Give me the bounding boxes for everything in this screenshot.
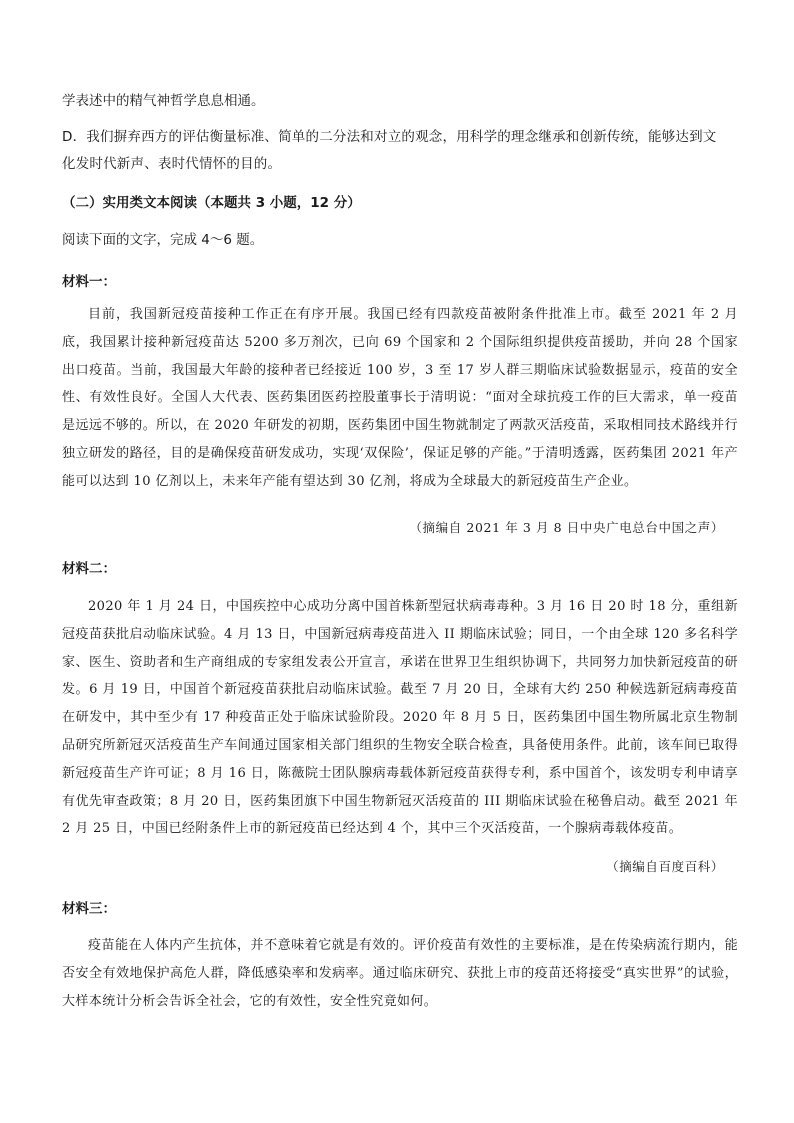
- material-1-body: 目前，我国新冠疫苗接种工作正在有序开展。我国已经有四款疫苗被附条件批准上市。截至 2021 年 2 月底，我国累计接种新冠疫苗达 5200 多万剂次，已向 69 个国家和 2 个国际组织提供疫苗援助，并向 28 个国家出口疫苗。当前，我国最大年龄的接种者已经接近 100 岁，3 至 17 岁人群三期临床试验数据显示，疫苗的安全性、有效性良好。全国人大代表、医药集团医药控股董事长于清明说：“面对全球抗疫工作的巨大需求，单一疫苗是远远不够的。所以，在 2020 年研发的初期，医药集团中国生物就制定了两款灭活疫苗，采取相同技术路线并行独立研发的路径，目的是确保疫苗研发成功，实现‘双保险’，保证足够的产能。”于清明透露，医药集团 2021 年产能可以达到 10 亿剂以上，未来年产能有望达到 30 亿剂，将成为全球最大的新冠疫苗生产企业。: [62, 307, 738, 489]
- reading-instruction: 阅读下面的文字，完成 4～6 题。: [62, 232, 264, 248]
- option-d-line-1: D．我们摒弃西方的评估衡量标准、简单的二分法和对立的观念，用科学的理念继承和创新传统，能够达到文: [62, 129, 717, 145]
- option-d: [62, 124, 738, 178]
- material-2-source: （摘编自百度百科）: [606, 859, 724, 874]
- material-1-source: （摘编自 2021 年 3 月 8 日中央广电总台中国之声）: [409, 520, 724, 535]
- material-3-heading: 材料三：: [62, 901, 116, 917]
- continuation-text: 学表述中的精气神哲学息息相通。: [62, 93, 265, 109]
- material-2-body: 2020 年 1 月 24 日，中国疾控中心成功分离中国首株新型冠状病毒毒种。3 月 16 日 20 时 18 分，重组新冠疫苗获批启动临床试验。4 月 13 日，中国新冠病毒疫苗进入 II 期临床试验；同日，一个由全球 120 多名科学家、医生、资助者和生产商组成的专家组发表公开宣言，承诺在世界卫生组织协调下，共同努力加快新冠疫苗的研发。6 月 19 日，中国首个新冠疫苗获批启动临床试验。截至 7 月 20 日，全球有大约 250 种候选新冠病毒疫苗在研发中，其中至少有 17 种疫苗正处于临床试验阶段。2020 年 8 月 5 日，医药集团中国生物所属北京生物制品研究所新冠灭活疫苗生产车间通过国家相关部门组织的生物安全联合检查，具备使用条件。此前，该车间已取得新冠疫苗生产许可证；8 月 16 日，陈薇院士团队腺病毒载体新冠疫苗获得专利，系中国首个，该发明专利申请享有优先审查政策；8 月 20 日，医药集团旗下中国生物新冠灭活疫苗的 III 期临床试验在秘鲁启动。截至 2021 年 2 月 25 日，中国已经附条件上市的新冠疫苗已经达到 4 个，其中三个灭活疫苗，一个腺病毒载体疫苗。: [62, 599, 738, 837]
- section-title: （二）实用类文本阅读（本题共 3 小题，12 分）: [62, 195, 361, 211]
- material-2-heading: 材料二：: [62, 561, 116, 577]
- option-d-line-2: 化发时代新声、表时代情怀的目的。: [62, 156, 282, 172]
- material-1-heading: 材料一：: [62, 274, 116, 290]
- material-3-body: 疫苗能在人体内产生抗体，并不意味着它就是有效的。评价疫苗有效性的主要标准，是在传染病流行期内，能否安全有效地保护高危人群，降低感染率和发病率。通过临床研究、获批上市的疫苗还将接受“真实世界”的试验，大样本统计分析会告诉全社会，它的有效性，安全性究竟如何。: [62, 938, 738, 1009]
